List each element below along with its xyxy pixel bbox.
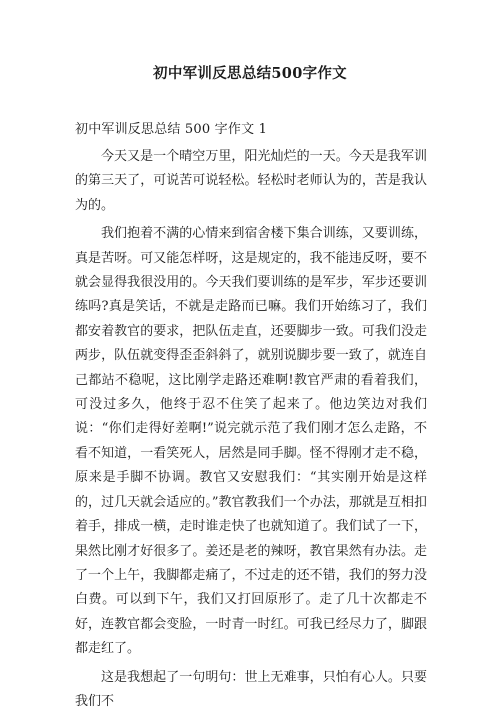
paragraph: 我们抱着不满的心情来到宿舍楼下集合训练，又要训练，真是苦呀。可又能怎样呀，这是规定的，我不能违反呀，要不就会显得我很没用的。今天我们要训练的是军步，军步还要训练吗?真是笑话，不就是走路而已嘛。我们开始练习了，我们都安着教官的要求，把队伍走直，还要脚步一致。可我们没走两步，队伍就变得歪歪斜斜了，就别说脚步要一致了，就连自己都站不稳呢，这比刚学走路还难啊!教官严肃的看着我们，可没过多久，他终于忍不住笑了起来了。他边笑边对我们说：“你们走得好差啊!”说完就示范了我们刚才怎么走路，不看不知道，一看笑死人，居然是同手脚。怪不得刚才走不稳，原来是手脚不协调。教官又安慰我们：“其实刚开始是这样的，过几天就会适应的。”教官教我们一个办法，那就是互相扣着手，排成一横，走时谁走快了也就知道了。我们试了一下，果然比刚才好很多了。姜还是老的辣呀，教官果然有办法。走了一个上午，我脚都走痛了，不过走的还不错，我们的努力没白费。可以到下午，我们又打回原形了。走了几十次都走不好，连教官都会变脸，一时青一时红。可我已经尽力了，脚跟都走红了。 xyxy=(75,226,427,657)
paragraph: 这是我想起了一句明句：世上无难事，只怕有心人。只要我们不 xyxy=(75,669,427,709)
section-heading: 初中军训反思总结 500 字作文 1 xyxy=(75,122,268,137)
paragraph: 今天又是一个晴空万里，阳光灿烂的一天。今天是我军训的第三天了，可说苦可说轻松。轻松时老师认为的，苦是我认为的。 xyxy=(75,149,427,213)
document-body xyxy=(75,145,427,718)
document-title: 初中军训反思总结500字作文 xyxy=(153,65,347,82)
